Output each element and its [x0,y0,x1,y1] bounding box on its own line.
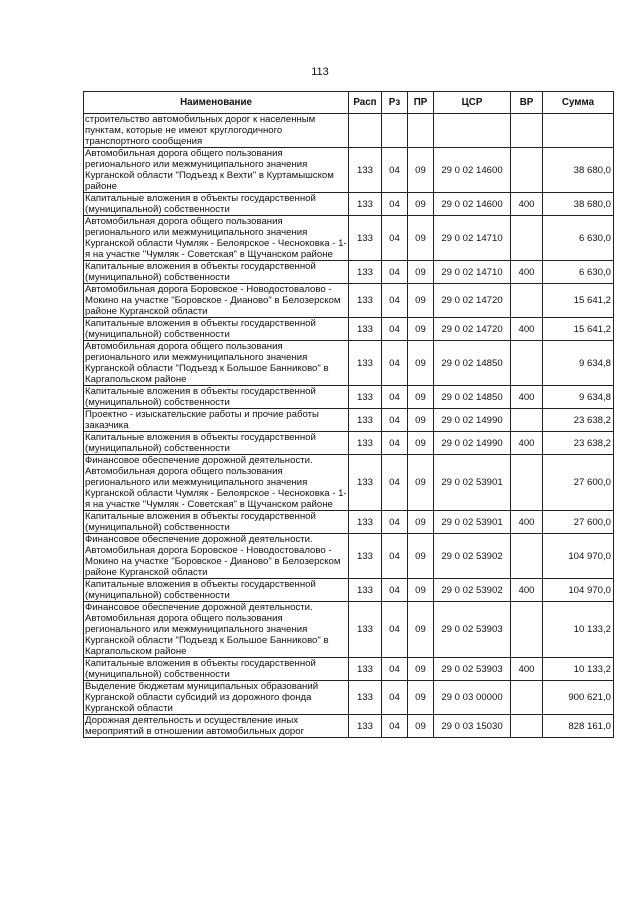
cell-pr: 09 [408,455,434,511]
cell-sum: 6 630,0 [543,216,614,261]
cell-sum: 9 634,8 [543,341,614,386]
cell-csr: 29 0 02 14600 [434,193,511,216]
cell-rasp: 133 [349,193,382,216]
cell-name: Капитальные вложения в объекты государственной (муниципальной) собственности [84,318,349,341]
cell-rasp: 133 [349,534,382,579]
col-header-sum: Сумма [543,92,614,114]
cell-vr [511,341,543,386]
table-header-row [84,92,614,114]
col-header-rz: Рз [382,92,408,114]
cell-name: Капитальные вложения в объекты государственной (муниципальной) собственности [84,432,349,455]
cell-name: Финансовое обеспечение дорожной деятельности. Автомобильная дорога общего пользования регионального или межмуниципального значения Курганской области "Подъезд к Большое Банниково" в Каргапольском районе [84,602,349,658]
table-row [84,511,614,534]
cell-pr: 09 [408,284,434,318]
cell-pr [408,114,434,148]
cell-rz: 04 [382,284,408,318]
table-row [84,658,614,681]
cell-vr: 400 [511,318,543,341]
table-row [84,432,614,455]
cell-rz: 04 [382,455,408,511]
cell-pr: 09 [408,148,434,193]
cell-csr: 29 0 02 14990 [434,409,511,432]
table-row [84,193,614,216]
cell-rasp: 133 [349,386,382,409]
cell-csr: 29 0 02 14710 [434,261,511,284]
table-row [84,455,614,511]
cell-csr: 29 0 02 53902 [434,579,511,602]
cell-rasp: 133 [349,261,382,284]
cell-rz: 04 [382,432,408,455]
cell-vr [511,148,543,193]
cell-rz: 04 [382,409,408,432]
cell-csr: 29 0 02 53901 [434,511,511,534]
cell-rasp: 133 [349,341,382,386]
cell-vr [511,534,543,579]
cell-name: Автомобильная дорога Боровское - Новодостовалово - Мокино на участке "Боровское - Дианово" в Белозерском районе Курганской области [84,284,349,318]
cell-name: Капитальные вложения в объекты государственной (муниципальной) собственности [84,658,349,681]
cell-rasp: 133 [349,511,382,534]
cell-vr [511,284,543,318]
cell-pr: 09 [408,534,434,579]
cell-sum: 38 680,0 [543,148,614,193]
cell-sum: 828 161,0 [543,715,614,738]
cell-name: Дорожная деятельность и осуществление иных мероприятий в отношении автомобильных дорог [84,715,349,738]
cell-name: Капитальные вложения в объекты государственной (муниципальной) собственности [84,511,349,534]
cell-rasp: 133 [349,602,382,658]
cell-name: Выделение бюджетам муниципальных образований Курганской области субсидий из дорожного фонда Курганской области [84,681,349,715]
cell-sum: 15 641,2 [543,284,614,318]
cell-sum: 27 600,0 [543,511,614,534]
cell-rz: 04 [382,658,408,681]
cell-sum: 23 638,2 [543,409,614,432]
table-row [84,261,614,284]
cell-vr: 400 [511,386,543,409]
cell-csr [434,114,511,148]
cell-rasp: 133 [349,284,382,318]
table-row [84,579,614,602]
cell-rasp: 133 [349,318,382,341]
cell-rz: 04 [382,386,408,409]
cell-name: строительство автомобильных дорог к населенным пунктам, которые не имеют круглогодичного транспортного сообщения [84,114,349,148]
cell-name: Капитальные вложения в объекты государственной (муниципальной) собственности [84,579,349,602]
cell-sum: 15 641,2 [543,318,614,341]
cell-name: Автомобильная дорога общего пользования регионального или межмуниципального значения Курганской области "Подъезд к Большое Банниково" в Каргапольском районе [84,341,349,386]
cell-rz [382,114,408,148]
cell-csr: 29 0 02 14850 [434,341,511,386]
cell-csr: 29 0 02 53902 [434,534,511,579]
cell-rasp: 133 [349,681,382,715]
cell-name: Автомобильная дорога общего пользования регионального или межмуниципального значения Курганской области "Подъезд к Вехти" в Куртамышском районе [84,148,349,193]
cell-rz: 04 [382,341,408,386]
cell-sum: 900 621,0 [543,681,614,715]
cell-rasp: 133 [349,148,382,193]
cell-rasp: 133 [349,216,382,261]
cell-vr [511,455,543,511]
budget-table [83,91,614,738]
cell-name: Автомобильная дорога общего пользования регионального или межмуниципального значения Курганской области Чумляк - Белоярское - Чесноковка - 1-я на участке "Чумляк - Советская" в Щучанском районе [85,216,347,260]
cell-csr: 29 0 02 53903 [434,602,511,658]
cell-vr: 400 [511,579,543,602]
cell-rz: 04 [382,534,408,579]
col-header-name: Наименование [84,92,349,114]
cell-csr: 29 0 02 14850 [434,386,511,409]
cell-vr: 400 [511,658,543,681]
cell-name: Капитальные вложения в объекты государственной (муниципальной) собственности [84,261,349,284]
cell-sum: 10 133,2 [543,658,614,681]
col-header-csr: ЦСР [434,92,511,114]
cell-vr [511,114,543,148]
cell-rasp: 133 [349,455,382,511]
cell-rasp: 133 [349,658,382,681]
cell-csr: 29 0 02 14990 [434,432,511,455]
cell-vr [511,216,543,261]
table-row [84,148,614,193]
cell-csr: 29 0 02 14720 [434,318,511,341]
cell-pr: 09 [408,216,434,261]
cell-vr: 400 [511,261,543,284]
table-row [84,114,614,148]
cell-rasp: 133 [349,715,382,738]
cell-csr: 29 0 02 14710 [434,216,511,261]
cell-rz: 04 [382,216,408,261]
cell-rasp: 133 [349,432,382,455]
cell-name: Капитальные вложения в объекты государственной (муниципальной) собственности [84,386,349,409]
cell-rz: 04 [382,579,408,602]
cell-pr: 09 [408,193,434,216]
table-row [84,534,614,579]
cell-vr: 400 [511,511,543,534]
cell-name: Проектно - изыскательские работы и прочие работы заказчика [84,409,349,432]
cell-pr: 09 [408,658,434,681]
col-header-pr: ПР [408,92,434,114]
table-row [84,318,614,341]
cell-sum [543,114,614,148]
table-body [84,114,614,738]
cell-pr: 09 [408,715,434,738]
cell-pr: 09 [408,261,434,284]
cell-sum: 27 600,0 [543,455,614,511]
cell-name: Капитальные вложения в объекты государственной (муниципальной) собственности [84,193,349,216]
table-row [84,216,614,261]
table-row [84,602,614,658]
cell-csr: 29 0 02 14720 [434,284,511,318]
cell-rz: 04 [382,193,408,216]
cell-sum: 104 970,0 [543,579,614,602]
cell-sum: 23 638,2 [543,432,614,455]
cell-pr: 09 [408,318,434,341]
cell-rz: 04 [382,261,408,284]
cell-vr [511,409,543,432]
cell-csr: 29 0 03 00000 [434,681,511,715]
cell-sum: 38 680,0 [543,193,614,216]
cell-rasp [349,114,382,148]
cell-pr: 09 [408,432,434,455]
cell-name: Финансовое обеспечение дорожной деятельности. Автомобильная дорога общего пользования регионального или межмуниципального значения Курганской области Чумляк - Белоярское - Чесноковка - 1-я на участке "Чумляк - Советская" в Щучанском районе [85,455,347,510]
cell-rz: 04 [382,681,408,715]
cell-rz: 04 [382,602,408,658]
cell-pr: 09 [408,409,434,432]
cell-vr [511,715,543,738]
cell-pr: 09 [408,602,434,658]
table-row [84,386,614,409]
cell-rz: 04 [382,148,408,193]
cell-csr: 29 0 02 53901 [434,455,511,511]
cell-pr: 09 [408,511,434,534]
cell-sum: 9 634,8 [543,386,614,409]
cell-csr: 29 0 03 15030 [434,715,511,738]
cell-rz: 04 [382,511,408,534]
cell-name: Финансовое обеспечение дорожной деятельности. Автомобильная дорога Боровское - Новодостовалово - Мокино на участке "Боровское - Дианово" в Белозерском районе Курганской области [84,534,349,579]
cell-pr: 09 [408,681,434,715]
page-number: 113 [311,66,329,78]
cell-pr: 09 [408,341,434,386]
table-row [84,715,614,738]
cell-pr: 09 [408,386,434,409]
cell-pr: 09 [408,579,434,602]
cell-rz: 04 [382,715,408,738]
cell-csr: 29 0 02 14600 [434,148,511,193]
col-header-rasp: Расп [349,92,382,114]
table-row [84,341,614,386]
cell-sum: 104 970,0 [543,534,614,579]
cell-vr [511,602,543,658]
cell-rz: 04 [382,318,408,341]
table-row [84,681,614,715]
cell-vr [511,681,543,715]
cell-vr: 400 [511,432,543,455]
cell-rasp: 133 [349,579,382,602]
cell-csr: 29 0 02 53903 [434,658,511,681]
cell-sum: 6 630,0 [543,261,614,284]
cell-sum: 10 133,2 [543,602,614,658]
cell-vr: 400 [511,193,543,216]
col-header-vr: ВР [511,92,543,114]
table-row [84,284,614,318]
table-row [84,409,614,432]
cell-rasp: 133 [349,409,382,432]
